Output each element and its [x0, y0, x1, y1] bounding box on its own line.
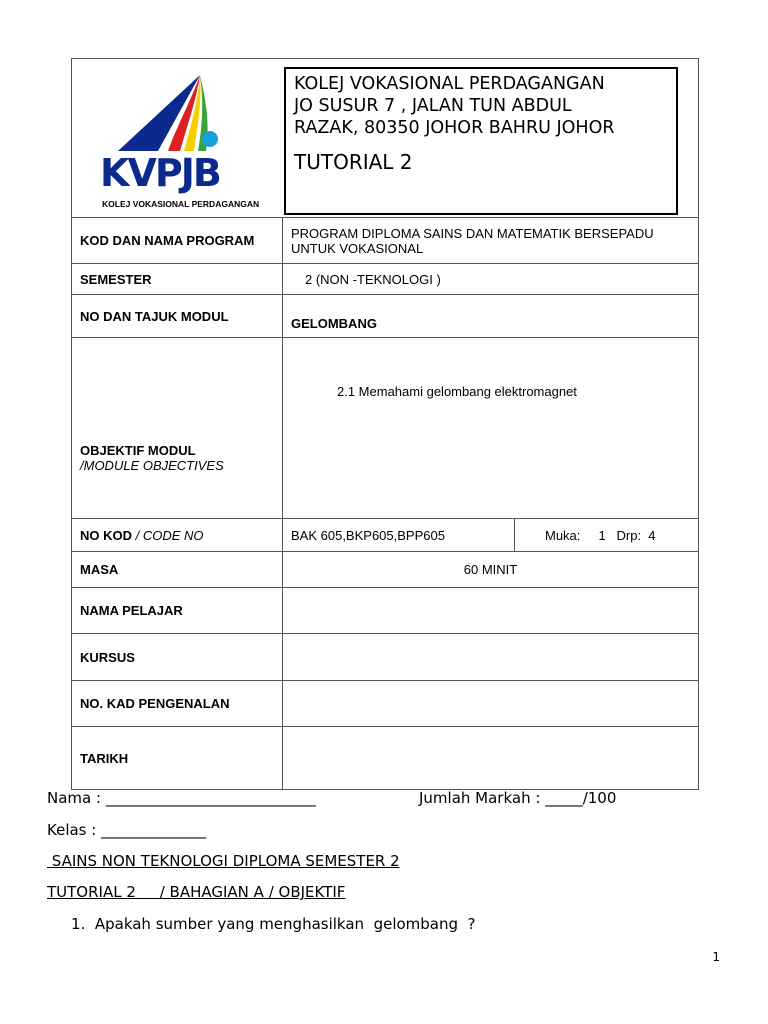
- kod-value: BAK 605,BKP605,BPP605: [283, 519, 515, 552]
- kursus-row: [72, 634, 699, 681]
- kvpjb-logo: [98, 73, 260, 209]
- nama-line: Nama : ____________________________: [47, 789, 316, 807]
- modul-row: [72, 295, 699, 338]
- modul-label: NO DAN TAJUK MODUL: [72, 295, 283, 338]
- objektif-label-cell: [72, 338, 283, 519]
- school-address-line1: JO SUSUR 7 , JALAN TUN ABDUL: [294, 96, 572, 116]
- modul-value: GELOMBANG: [283, 295, 699, 338]
- tutorial-title: TUTORIAL 2: [294, 150, 413, 174]
- kad-label: NO. KAD PENGENALAN: [72, 681, 283, 727]
- subject-heading: SAINS NON TEKNOLOGI DIPLOMA SEMESTER 2: [47, 852, 400, 870]
- masa-label: MASA: [72, 552, 283, 588]
- objektif-label-en: /MODULE OBJECTIVES: [80, 458, 224, 473]
- kad-row: [72, 681, 699, 727]
- program-row: [72, 218, 699, 264]
- masa-value: 60 MINIT: [283, 552, 699, 588]
- page-number: 1: [712, 950, 720, 964]
- tarikh-row: [72, 727, 699, 790]
- muka-value: Muka: 1 Drp: 4: [515, 519, 699, 552]
- objektif-row: [72, 338, 699, 519]
- tutorial-heading: TUTORIAL 2 / BAHAGIAN A / OBJEKTIF: [47, 883, 346, 901]
- logo-subtitle: KOLEJ VOKASIONAL PERDAGANGAN: [102, 199, 260, 209]
- logo-wordmark: KVPJB: [100, 151, 220, 195]
- nama-row: [72, 588, 699, 634]
- tarikh-field[interactable]: [283, 727, 699, 790]
- objektif-value: 2.1 Memahami gelombang elektromagnet: [283, 338, 699, 519]
- header-cell: [72, 59, 699, 218]
- kursus-field[interactable]: [283, 634, 699, 681]
- kelas-line: Kelas : ______________: [47, 821, 207, 839]
- objektif-label: OBJEKTIF MODUL: [80, 443, 196, 458]
- module-info-table: [71, 58, 699, 790]
- program-value: PROGRAM DIPLOMA SAINS DAN MATEMATIK BERSEPADU UNTUK VOKASIONAL: [283, 218, 699, 264]
- kad-field[interactable]: [283, 681, 699, 727]
- program-label: KOD DAN NAMA PROGRAM: [72, 218, 283, 264]
- school-name: KOLEJ VOKASIONAL PERDAGANGAN: [294, 74, 605, 94]
- sail-logo-icon: [98, 73, 258, 163]
- nama-label: NAMA PELAJAR: [72, 588, 283, 634]
- semester-value: 2 (NON -TEKNOLOGI ): [283, 264, 699, 295]
- question-1: 1. Apakah sumber yang menghasilkan gelombang ?: [71, 915, 476, 933]
- school-address-line2: RAZAK, 80350 JOHOR BAHRU JOHOR: [294, 118, 615, 138]
- kod-label: NO KOD: [80, 527, 132, 543]
- kursus-label: KURSUS: [72, 634, 283, 681]
- semester-label: SEMESTER: [72, 264, 283, 295]
- tarikh-label: TARIKH: [72, 727, 283, 790]
- kod-label-en: / CODE NO: [135, 527, 204, 543]
- semester-row: [72, 264, 699, 295]
- masa-row: [72, 552, 699, 588]
- kod-row: [72, 519, 699, 552]
- header-row: [72, 59, 699, 218]
- nama-field[interactable]: [283, 588, 699, 634]
- school-header-box: [284, 67, 678, 215]
- kod-label-cell: [72, 519, 283, 552]
- jumlah-markah-line: Jumlah Markah : _____/100: [419, 789, 617, 807]
